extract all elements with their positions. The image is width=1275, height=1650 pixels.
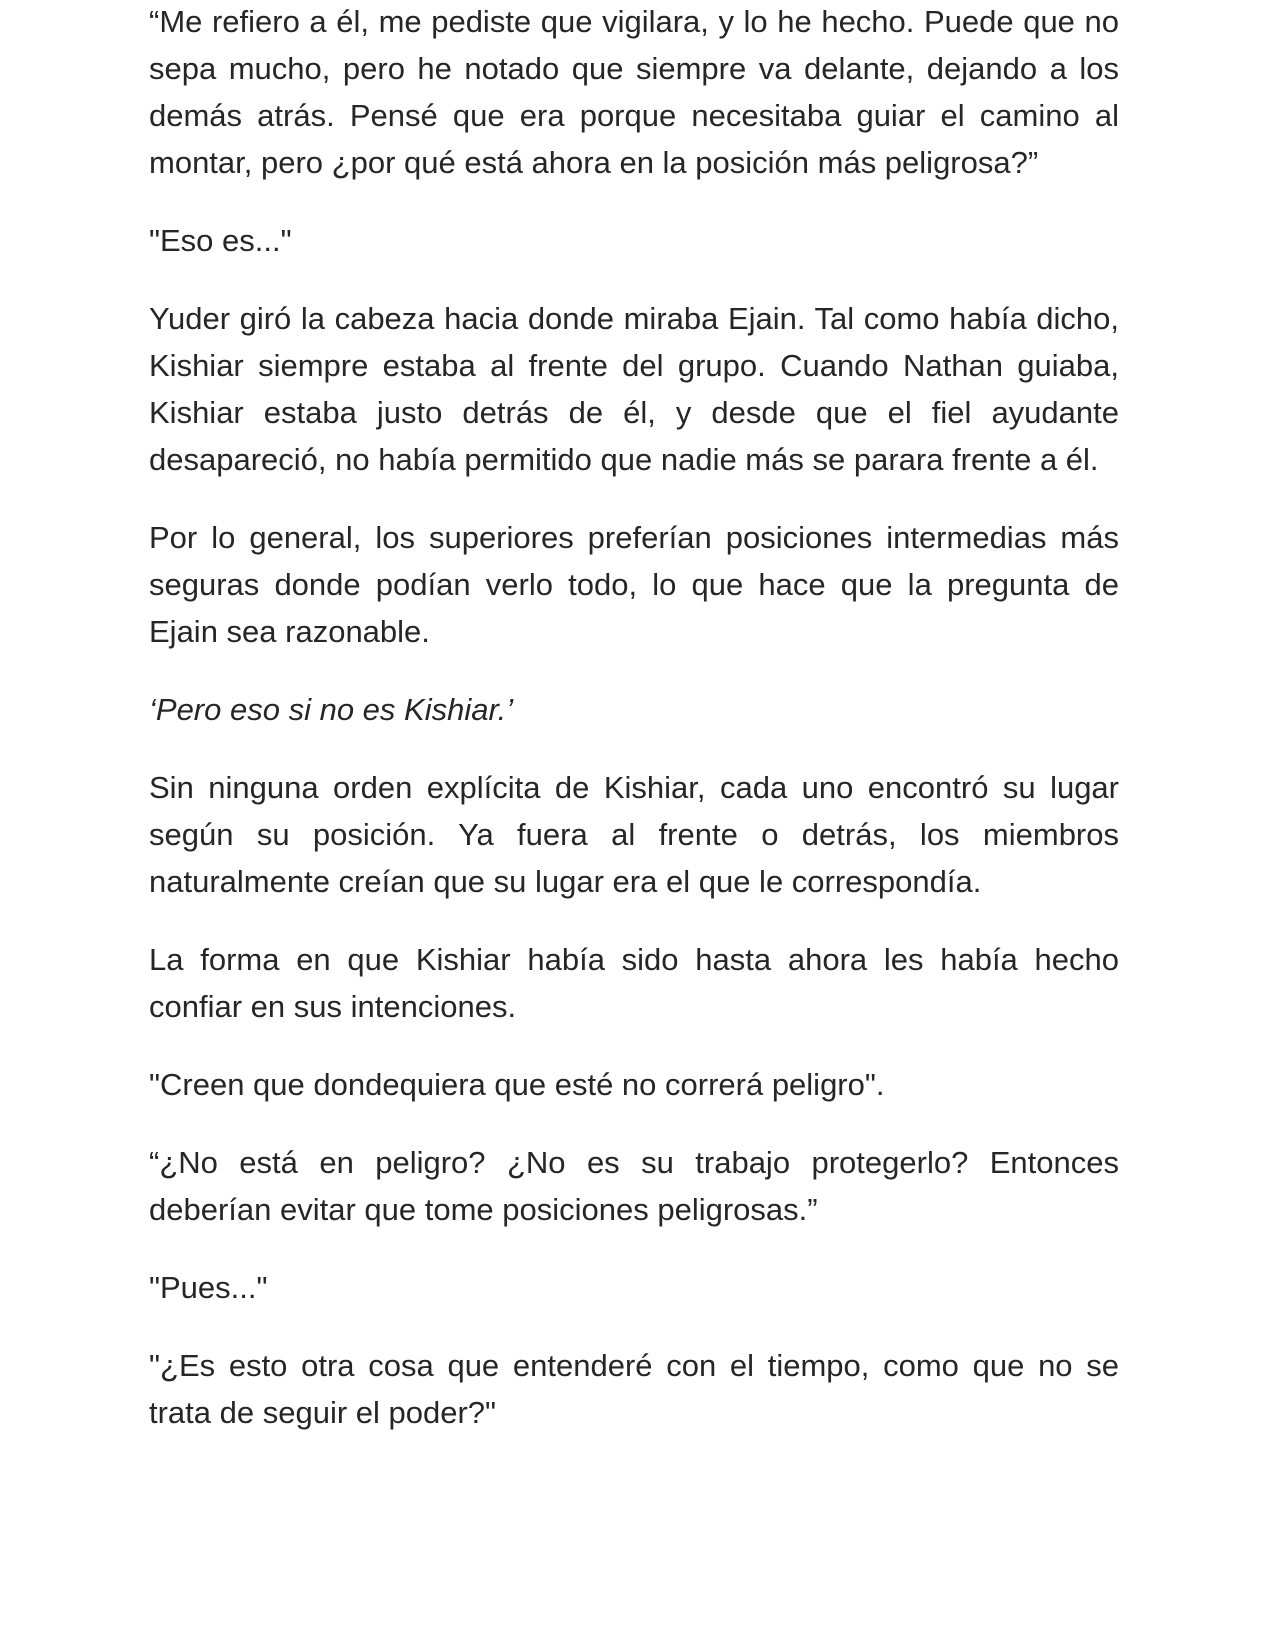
paragraph: “¿No está en peligro? ¿No es su trabajo protegerlo? Entonces deberían evitar que tome posiciones peligrosas.” bbox=[149, 1145, 1119, 1227]
paragraph-thought: ‘Pero eso si no es Kishiar.’ bbox=[149, 692, 514, 727]
paragraph: Yuder giró la cabeza hacia donde miraba Ejain. Tal como había dicho, Kishiar siempre estaba al frente del grupo. Cuando Nathan guiaba, Kishiar estaba justo detrás de él, y desde que el fiel ayudante desapareció, no había permitido que nadie más se parara frente a él. bbox=[149, 301, 1119, 477]
paragraph: "¿Es esto otra cosa que entenderé con el tiempo, como que no se trata de seguir el poder?" bbox=[149, 1348, 1119, 1430]
paragraph: Por lo general, los superiores preferían posiciones intermedias más seguras donde podían verlo todo, lo que hace que la pregunta de Ejain sea razonable. bbox=[149, 520, 1119, 649]
paragraph: "Creen que dondequiera que esté no correrá peligro". bbox=[149, 1067, 885, 1102]
paragraph: “Me refiero a él, me pediste que vigilara, y lo he hecho. Puede que no sepa mucho, pero he notado que siempre va delante, dejando a los demás atrás. Pensé que era porque necesitaba guiar el camino al montar, pero ¿por qué está ahora en la posición más peligrosa?” bbox=[149, 4, 1119, 180]
paragraph: "Pues..." bbox=[149, 1270, 268, 1305]
paragraph: "Eso es..." bbox=[149, 223, 292, 258]
document-page bbox=[149, 0, 1119, 1467]
paragraph: La forma en que Kishiar había sido hasta ahora les había hecho confiar en sus intenciones. bbox=[149, 942, 1119, 1024]
paragraph: Sin ninguna orden explícita de Kishiar, cada uno encontró su lugar según su posición. Ya fuera al frente o detrás, los miembros naturalmente creían que su lugar era el que le correspondía. bbox=[149, 770, 1119, 899]
